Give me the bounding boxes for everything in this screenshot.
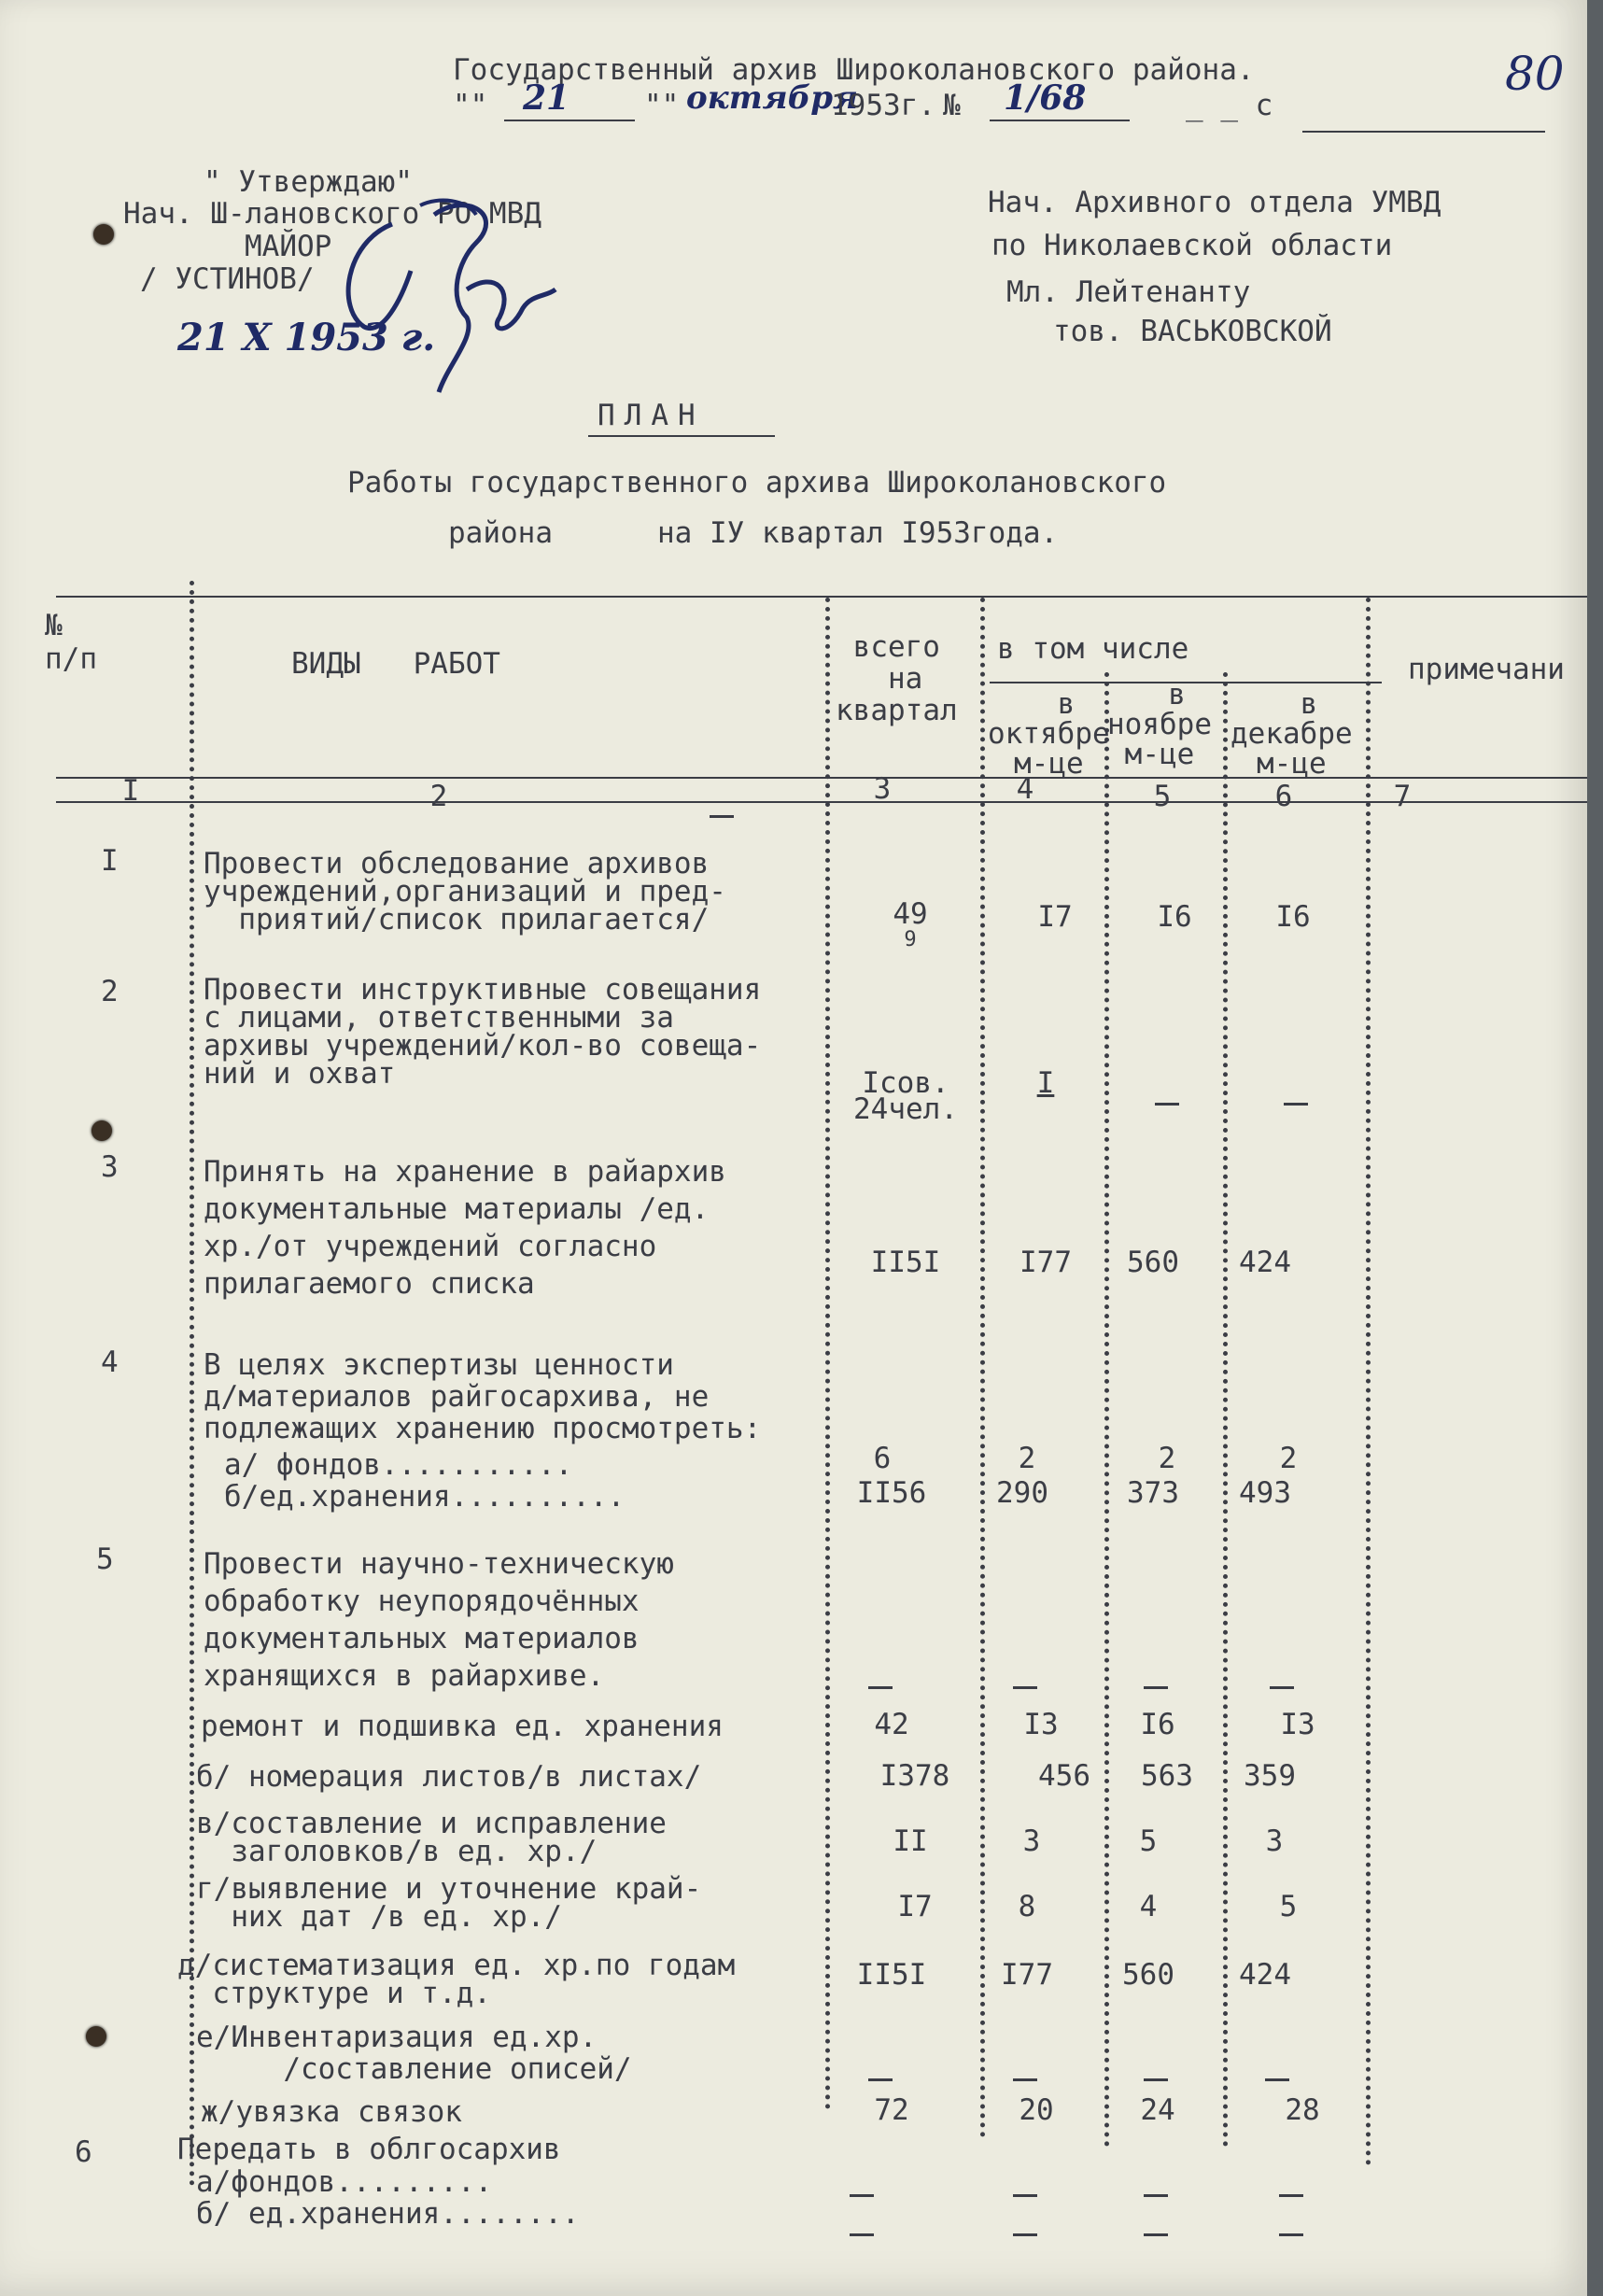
col-number: 4 bbox=[1016, 772, 1034, 806]
table-top-rule bbox=[56, 596, 1587, 598]
subitem-oct: I77 bbox=[1001, 1958, 1053, 1992]
subitem-label: д/систематизация ед. хр.по годам структуре и т.д. bbox=[177, 1949, 736, 2010]
row-total-b: II56 bbox=[856, 1476, 927, 1510]
row-oct-a: 2 bbox=[1018, 1442, 1036, 1475]
dash-mark bbox=[868, 2078, 893, 2081]
row-total-a: 6 bbox=[873, 1442, 892, 1475]
dash-mark bbox=[1155, 1103, 1179, 1106]
row-item-a: а/фондов......... bbox=[196, 2165, 493, 2199]
date-quote-close: "" bbox=[644, 89, 680, 122]
col-number: 5 bbox=[1153, 780, 1172, 813]
dash-mark bbox=[1144, 1686, 1168, 1689]
subitem-label: г/выявление и уточнение край- них дат /в ед. хр./ bbox=[196, 1872, 702, 1934]
row-number: 2 bbox=[101, 975, 119, 1008]
binding-hole bbox=[91, 1120, 112, 1141]
archive-title: Государственный архив Широколановского района. bbox=[453, 53, 1255, 87]
column-divider bbox=[825, 598, 830, 2110]
binding-hole bbox=[93, 224, 114, 245]
addressee-line-2: по Николаевской области bbox=[991, 229, 1393, 262]
approval-date: 21 X 1953 г. bbox=[177, 316, 436, 359]
subitem-dec: 424 bbox=[1239, 1958, 1291, 1992]
dash-mark bbox=[1144, 2078, 1168, 2081]
subitem-oct: I3 bbox=[1023, 1708, 1059, 1741]
subitem-dec: 5 bbox=[1279, 1890, 1298, 1923]
doc-number-underline bbox=[990, 120, 1130, 121]
addressee-line-4: тов. ВАСЬКОВСКОЙ bbox=[1053, 315, 1332, 348]
row-oct: I77 bbox=[1019, 1246, 1072, 1279]
subitem-nov: 560 bbox=[1122, 1958, 1174, 1992]
col-header-total: всего на квартал bbox=[836, 630, 958, 727]
header-bottom-rule bbox=[56, 777, 1587, 779]
row-oct: I bbox=[1036, 1066, 1055, 1100]
doc-number-label: № bbox=[943, 89, 961, 122]
column-divider bbox=[1104, 672, 1109, 2148]
subitem-oct: 456 bbox=[1038, 1759, 1090, 1793]
subitem-dec: 359 bbox=[1244, 1759, 1296, 1793]
page-number: 80 bbox=[1505, 47, 1565, 101]
col-header-num: № п/п bbox=[45, 609, 97, 676]
col-header-including: в том числе bbox=[997, 632, 1189, 666]
subitem-total: I378 bbox=[879, 1759, 950, 1793]
row-number: I bbox=[101, 844, 119, 878]
row-item-b: б/ ед.хранения........ bbox=[196, 2197, 580, 2231]
column-divider bbox=[1223, 672, 1228, 2148]
binding-hole bbox=[86, 2026, 106, 2047]
column-divider bbox=[1366, 598, 1371, 2166]
subitem-oct: 8 bbox=[1018, 1890, 1036, 1923]
row-total: 49 bbox=[893, 897, 928, 931]
row-description: Провести научно-техническую обработку неупорядочённых документальных материалов хранящихся в райархиве. bbox=[204, 1547, 674, 1693]
row-description: Провести инструктивные совещания с лицами, ответственными за архивы учреждений/кол-во совеща- ний и охват bbox=[204, 973, 762, 1091]
subitem-nov: 24 bbox=[1140, 2093, 1175, 2127]
col-header-nov: в ноябре м-це bbox=[1107, 678, 1212, 771]
number-row-bottom-rule bbox=[56, 801, 1587, 803]
approval-line-4: / УСТИНОВ/ bbox=[140, 262, 315, 296]
dash-mark bbox=[1013, 2194, 1037, 2197]
row-item-b: б/ед.хранения.......... bbox=[224, 1480, 626, 1514]
approval-line-1: " Утверждаю" bbox=[204, 165, 413, 199]
dash-mark bbox=[1144, 2194, 1168, 2197]
row-nov-a: 2 bbox=[1158, 1442, 1176, 1475]
doc-number: 1/68 bbox=[1004, 78, 1087, 118]
col-header-notes: примечани bbox=[1408, 653, 1565, 686]
dash-mark bbox=[1279, 2194, 1303, 2197]
subitem-total: 42 bbox=[874, 1708, 909, 1741]
row-nov: 560 bbox=[1127, 1246, 1179, 1279]
dash-mark bbox=[850, 2233, 874, 2236]
subitem-dec: 28 bbox=[1285, 2093, 1320, 2127]
plan-heading-underline bbox=[588, 435, 775, 437]
col-number: 3 bbox=[873, 772, 892, 806]
row-nov: I6 bbox=[1157, 900, 1192, 934]
dash-mark bbox=[850, 2194, 874, 2197]
col-header-oct: в октябре м-це bbox=[988, 687, 1110, 781]
dash-mark bbox=[1284, 1103, 1308, 1106]
col-header-work: ВИДЫ РАБОТ bbox=[291, 647, 500, 681]
subitem-total: 72 bbox=[874, 2093, 909, 2127]
subitem-dec: I3 bbox=[1280, 1708, 1315, 1741]
subitem-nov: 563 bbox=[1141, 1759, 1193, 1793]
row-oct-b: 290 bbox=[996, 1476, 1048, 1510]
subitem-total: II5I bbox=[856, 1958, 927, 1992]
row-description: Передать в облгосархив bbox=[177, 2133, 561, 2166]
dash-mark bbox=[710, 815, 734, 818]
plan-subtitle-2: района на IУ квартал I953года. bbox=[448, 516, 1059, 550]
row-description: В целях экспертизы ценности д/материалов райгосархива, не подлежащих хранению просмотреть: bbox=[204, 1348, 762, 1445]
subitem-nov: I6 bbox=[1140, 1708, 1175, 1741]
subitem-total: II bbox=[893, 1824, 928, 1858]
row-dec: I6 bbox=[1275, 900, 1311, 934]
subitem-label: ж/увязка связок bbox=[201, 2095, 462, 2129]
dash-mark bbox=[1270, 1686, 1294, 1689]
plan-heading: ПЛАН bbox=[598, 399, 705, 432]
column-divider bbox=[190, 581, 194, 2187]
date-quote-open: "" bbox=[453, 89, 488, 122]
row-nov-b: 373 bbox=[1127, 1476, 1179, 1510]
subitem-label: е/Инвентаризация ед.хр. /составление описей/ bbox=[196, 2021, 632, 2086]
row-description: Принять на хранение в райархив документальные материалы /ед. хр./от учреждений согласно прилагаемого списка bbox=[204, 1155, 726, 1301]
col-header-dec: в декабре м-це bbox=[1230, 687, 1353, 781]
row-dec-b: 493 bbox=[1239, 1476, 1291, 1510]
subitem-label: в/составление и исправление заголовков/в ед. хр./ bbox=[196, 1807, 667, 1868]
doc-suffix-underline bbox=[1302, 131, 1545, 133]
subitem-total: I7 bbox=[897, 1890, 933, 1923]
row-total: II5I bbox=[870, 1246, 941, 1279]
doc-number-suffix: _ _ с bbox=[1186, 89, 1273, 122]
date-day-underline bbox=[504, 120, 635, 121]
plan-subtitle-1: Работы государственного архива Широколановского bbox=[347, 466, 1167, 500]
row-total-sub: 9 bbox=[904, 928, 917, 951]
row-description: Провести обследование архивов учреждений,организаций и пред- приятий/список прилагается/ bbox=[204, 847, 726, 937]
subitem-nov: 4 bbox=[1139, 1890, 1158, 1923]
row-dec: 424 bbox=[1239, 1246, 1291, 1279]
row-number: 5 bbox=[96, 1542, 114, 1576]
subitem-nov: 5 bbox=[1139, 1824, 1158, 1858]
dash-mark bbox=[1013, 2233, 1037, 2236]
row-item-a: а/ фондов........... bbox=[224, 1448, 573, 1482]
addressee-line-3: Мл. Лейтенанту bbox=[1006, 275, 1251, 309]
dash-mark bbox=[1279, 2233, 1303, 2236]
subitem-oct: 3 bbox=[1022, 1824, 1041, 1858]
approval-line-2: Нач. Ш-лановского РО МВД bbox=[123, 197, 541, 231]
dash-mark bbox=[1265, 2078, 1289, 2081]
subitem-oct: 20 bbox=[1019, 2093, 1054, 2127]
dash-mark bbox=[1013, 1686, 1037, 1689]
row-number: 4 bbox=[101, 1345, 119, 1379]
dash-mark bbox=[1013, 2078, 1037, 2081]
date-year: 1953г. bbox=[831, 89, 935, 122]
col-number: 7 bbox=[1393, 780, 1412, 813]
dash-mark bbox=[868, 1686, 893, 1689]
row-number: 3 bbox=[101, 1150, 119, 1184]
signature-image bbox=[327, 187, 569, 401]
subitem-label: ремонт и подшивка ед. хранения bbox=[201, 1710, 724, 1743]
date-day: 21 bbox=[523, 78, 570, 118]
row-number: 6 bbox=[75, 2135, 92, 2169]
col-number: I bbox=[121, 774, 140, 808]
col-number: 2 bbox=[429, 780, 448, 813]
subitem-dec: 3 bbox=[1265, 1824, 1284, 1858]
col-number: 6 bbox=[1274, 780, 1293, 813]
subitem-label: б/ номерация листов/в листах/ bbox=[196, 1760, 702, 1794]
approval-line-3: МАЙОР bbox=[245, 230, 332, 263]
addressee-line-1: Нач. Архивного отдела УМВД bbox=[988, 186, 1441, 219]
date-month: октября bbox=[686, 79, 859, 117]
row-dec-a: 2 bbox=[1279, 1442, 1298, 1475]
row-oct: I7 bbox=[1037, 900, 1073, 934]
row-total: Iсов. 24чел. bbox=[853, 1066, 958, 1126]
dash-mark bbox=[1144, 2233, 1168, 2236]
